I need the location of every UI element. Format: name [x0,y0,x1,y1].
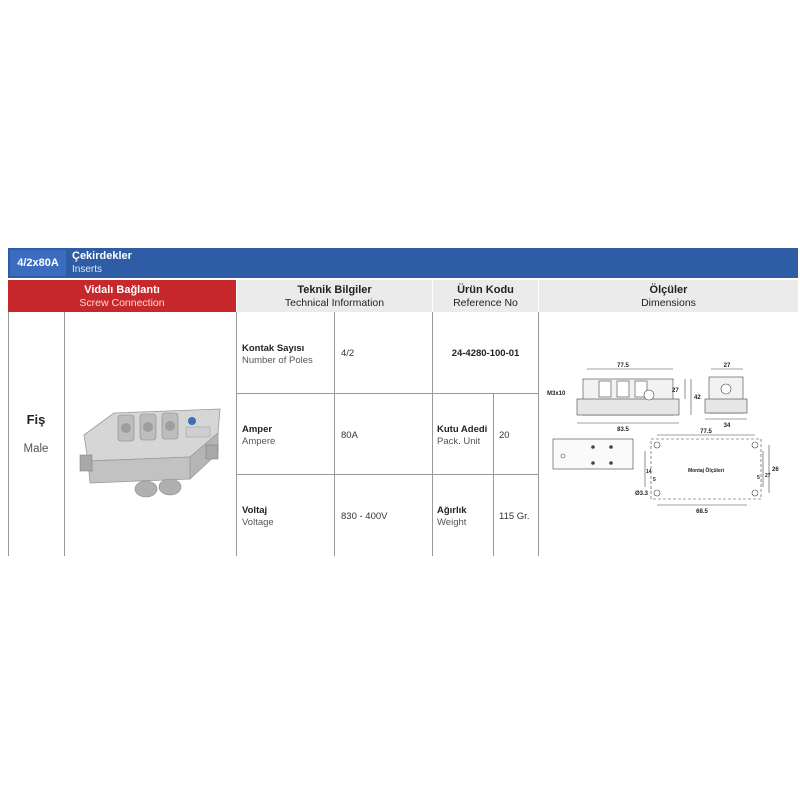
header-dimensions-en: Dimensions [641,297,696,309]
grid-line [237,474,538,475]
spec-amper-label: Amper [242,424,273,435]
spec-weight-value: 115 Gr. [499,511,530,522]
dim-plate-left2: 5 [653,477,656,483]
header-reference-tr: Ürün Kodu [457,284,514,296]
dim-side-bottom: 34 [723,423,731,429]
spec-pack-value: 20 [499,430,510,441]
spec-pack-label-en: Pack. Unit [437,436,481,447]
grid-line [64,312,65,556]
spec-weight [437,505,467,528]
product-type: Fiş [26,412,46,427]
dim-plate-h1: 26 [772,467,779,473]
dim-plate-left: 14 [646,469,652,475]
dim-hole: Ø3.3 [635,491,649,497]
spec-weight-label: Ağırlık [437,505,467,516]
header-connection-en: Screw Connection [79,297,165,309]
dim-plate-width: 77.5 [700,429,712,435]
spec-voltage-label: Voltaj [242,505,268,516]
spec-poles-label: Kontak Sayısı [242,343,305,354]
spec-voltage [242,505,274,528]
dim-side-top: 27 [723,363,731,369]
header-technical-tr: Teknik Bilgiler [297,284,372,296]
product-type-en: Male [23,443,49,455]
product-image [70,395,230,500]
header-dimensions [539,280,798,312]
header-reference-en: Reference No [453,297,518,309]
spec-pack-label: Kutu Adedi [437,424,488,435]
dimension-drawing [545,355,795,515]
spec-poles [242,343,313,366]
header-connection [8,280,236,312]
spec-poles-label-en: Number of Poles [242,355,313,366]
spec-pack [437,424,487,447]
spec-voltage-value: 830 - 400V [341,511,388,522]
header-technical [237,280,432,312]
spec-amper [242,424,275,447]
section-subtitle: Inserts [72,264,103,275]
reference-number: 24-4280-100-01 [451,348,520,359]
dim-plate-label: Montaj Ölçüleri [687,468,725,474]
series-code: 4/2x80A [10,250,66,276]
dim-base-width: 83.5 [617,427,629,433]
grid-line [538,312,539,556]
section-title: Çekirdekler [72,250,132,262]
spec-poles-value: 4/2 [341,348,355,359]
grid-line [236,312,237,556]
header-reference [433,280,538,312]
spec-voltage-label-en: Voltage [242,517,274,528]
spec-amper-label-en: Ampere [242,436,276,447]
header-technical-en: Technical Information [284,297,385,309]
spec-amper-value: 80A [341,430,358,441]
dim-top-width: 77.5 [617,363,629,369]
dim-plate-bottom: 68.5 [696,509,708,515]
dim-height-a: 27 [672,388,679,394]
dim-thread: M3x10 [547,391,566,397]
dim-plate-h2: 27 [765,473,771,479]
header-dimensions-tr: Ölçüler [649,284,688,296]
spec-weight-label-en: Weight [437,517,467,528]
grid-line [334,312,335,556]
header-connection-tr: Vidalı Bağlantı [84,284,160,296]
dim-height-b: 42 [694,395,701,401]
grid-line [237,393,538,394]
grid-line [8,312,9,556]
dim-plate-h3: 5 [757,475,760,481]
